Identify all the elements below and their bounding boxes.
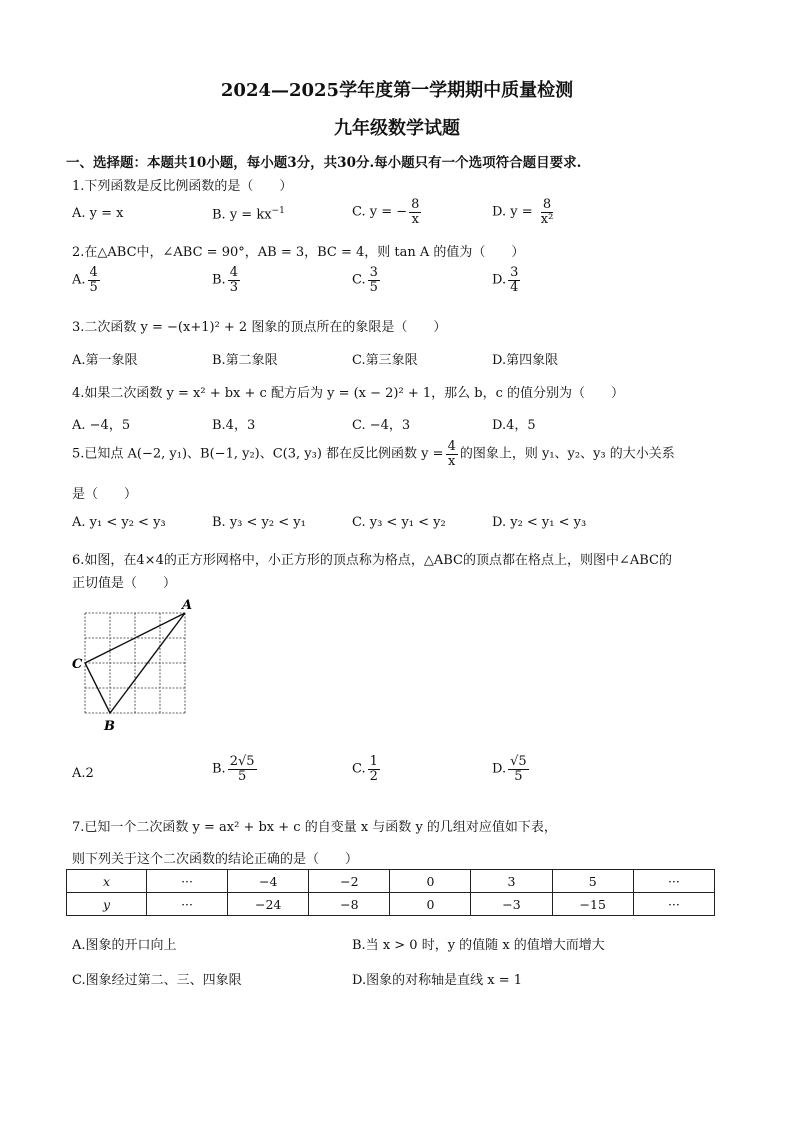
section-heading: 一、选择题：本题共10小题，每小题3分，共30分.每小题只有一个选项符合题目要求. xyxy=(66,155,582,171)
q6-option-a: A.2 xyxy=(72,766,94,781)
q6-option-d xyxy=(492,755,531,783)
point-a-label: A xyxy=(182,598,193,613)
table-cell: x xyxy=(67,870,147,893)
q1-option-c xyxy=(352,198,423,226)
q2-option-b xyxy=(212,266,242,294)
exam-subtitle: 九年级数学试题 xyxy=(334,118,460,139)
q5-stem-line2: 是（ ） xyxy=(72,487,138,502)
q6-option-c xyxy=(352,755,382,783)
q7-option-a: A.图象的开口向上 xyxy=(72,938,177,953)
q6-d-fraction xyxy=(508,755,529,783)
q1-d-text: D. y = xyxy=(492,204,537,220)
q4-option-a: A. −4，5 xyxy=(72,418,131,433)
q6-d-label: D. xyxy=(492,761,507,777)
q7-stem-line1: 7.已知一个二次函数 y = ax² + bx + c 的自变量 x 与函数 y 的几组对应值如下表， xyxy=(72,820,557,835)
q2-a-num: 4 xyxy=(89,265,98,280)
q2-stem: 2.在△ABC中，∠ABC = 90°，AB = 3，BC = 4，则 tan A 的值为（ ） xyxy=(72,245,525,260)
table-cell: ··· xyxy=(147,870,228,893)
q6-b-fraction xyxy=(228,755,257,783)
q1-option-d xyxy=(492,198,557,226)
q1-c-text: C. y = − xyxy=(352,204,408,220)
q5-fraction xyxy=(446,440,458,468)
q5-stem-part2: 的图象上，则 y₁、y₂、y₃ 的大小关系 xyxy=(459,446,675,462)
table-cell: −8 xyxy=(309,893,390,916)
q3-option-a: A.第一象限 xyxy=(72,353,138,368)
q4-option-b: B.4，3 xyxy=(212,418,256,433)
q2-a-den: 5 xyxy=(89,279,98,295)
q1-option-b xyxy=(212,206,285,222)
q6-stem-line1: 6.如图，在4×4的正方形网格中，小正方形的顶点称为格点，△ABC的顶点都在格点上，则图中∠ABC的 xyxy=(72,553,672,568)
q3-option-c: C.第三象限 xyxy=(352,353,418,368)
q1-b-exp: −1 xyxy=(271,206,285,216)
q4-stem: 4.如果二次函数 y = x² + bx + c 配方后为 y = (x − 2)² + 1，那么 b，c 的值分别为（ ） xyxy=(72,386,625,401)
q5-option-b: B. y₃ < y₂ < y₁ xyxy=(212,515,306,530)
table-cell: −15 xyxy=(552,893,633,916)
q7-option-c: C.图象经过第二、三、四象限 xyxy=(72,973,242,988)
q7-stem-line2: 则下列关于这个二次函数的结论正确的是（ ） xyxy=(72,852,359,867)
q6-stem-line2: 正切值是（ ） xyxy=(72,576,177,591)
table-row-x xyxy=(67,870,715,893)
q1-option-a: A. y = x xyxy=(72,206,124,221)
q2-c-fraction xyxy=(368,266,380,294)
q2-d-fraction xyxy=(508,266,520,294)
q1-c-fraction xyxy=(409,198,421,226)
q1-c-den: x xyxy=(411,211,419,227)
q2-d-label: D. xyxy=(492,272,507,288)
table-cell: −4 xyxy=(228,870,309,893)
q2-c-den: 5 xyxy=(369,279,378,295)
q2-a-fraction xyxy=(88,266,100,294)
q2-option-d xyxy=(492,266,522,294)
q4-option-c: C. −4，3 xyxy=(352,418,411,433)
q1-c-num: 8 xyxy=(411,197,420,212)
q1-d-fraction xyxy=(539,198,556,226)
table-cell: 0 xyxy=(390,870,471,893)
q6-c-den: 2 xyxy=(369,768,378,784)
q6-d-num: √5 xyxy=(510,754,527,769)
q3-stem: 3.二次函数 y = −(x+1)² + 2 图象的顶点所在的象限是（ ） xyxy=(72,320,447,335)
q7-option-b: B.当 x > 0 时，y 的值随 x 的值增大而增大 xyxy=(352,938,605,953)
q7-value-table xyxy=(66,869,715,916)
q5-den: x xyxy=(448,453,456,469)
q2-c-label: C. xyxy=(352,272,366,288)
table-cell: ··· xyxy=(633,893,714,916)
q2-option-a xyxy=(72,266,102,294)
q5-stem xyxy=(72,440,675,468)
q5-num: 4 xyxy=(447,439,456,454)
exam-title: 2024—2025学年度第一学期期中质量检测 xyxy=(220,80,574,101)
q2-c-num: 3 xyxy=(369,265,378,280)
q6-c-num: 1 xyxy=(369,754,378,769)
q6-b-num: 2√5 xyxy=(229,754,255,769)
q6-b-den: 5 xyxy=(237,768,247,784)
point-b-label: B xyxy=(104,719,115,734)
table-cell: 0 xyxy=(390,893,471,916)
q6-b-label: B. xyxy=(212,761,226,777)
q4-option-d: D.4，5 xyxy=(492,418,536,433)
table-cell: 3 xyxy=(471,870,552,893)
q5-stem-part1: 5.已知点 A(−2, y₁)、B(−1, y₂)、C(3, y₃) 都在反比例函数 y = xyxy=(72,446,444,462)
q2-d-den: 4 xyxy=(510,279,519,295)
q6-c-label: C. xyxy=(352,761,366,777)
q5-option-a: A. y₁ < y₂ < y₃ xyxy=(72,515,166,530)
table-cell: −2 xyxy=(309,870,390,893)
q3-option-d: D.第四象限 xyxy=(492,353,559,368)
table-cell: y xyxy=(67,893,147,916)
q3-option-b: B.第二象限 xyxy=(212,353,278,368)
q7-option-d: D.图象的对称轴是直线 x = 1 xyxy=(352,973,522,988)
q2-b-den: 3 xyxy=(229,279,238,295)
q2-d-num: 3 xyxy=(510,265,519,280)
q2-b-fraction xyxy=(228,266,240,294)
q2-b-num: 4 xyxy=(229,265,238,280)
point-c-label: C xyxy=(72,657,83,672)
table-cell: −24 xyxy=(228,893,309,916)
q2-option-c xyxy=(352,266,382,294)
table-cell: ··· xyxy=(147,893,228,916)
q6-d-den: 5 xyxy=(514,768,523,784)
q6-grid-figure xyxy=(70,598,200,738)
grid-lines xyxy=(85,613,185,713)
q2-b-label: B. xyxy=(212,272,226,288)
table-cell: ··· xyxy=(633,870,714,893)
q1-b-text: B. y = kx xyxy=(212,207,272,223)
table-row-y xyxy=(67,893,715,916)
q6-option-b xyxy=(212,755,259,783)
q6-c-fraction xyxy=(368,755,380,783)
q1-d-num: 8 xyxy=(542,197,552,212)
q2-a-label: A. xyxy=(72,272,86,288)
q5-option-c: C. y₃ < y₁ < y₂ xyxy=(352,515,446,530)
q1-d-den: x² xyxy=(540,211,554,227)
table-cell: −3 xyxy=(471,893,552,916)
q5-option-d: D. y₂ < y₁ < y₃ xyxy=(492,515,587,530)
table-cell: 5 xyxy=(552,870,633,893)
q1-stem: 1.下列函数是反比例函数的是（ ） xyxy=(72,179,293,194)
